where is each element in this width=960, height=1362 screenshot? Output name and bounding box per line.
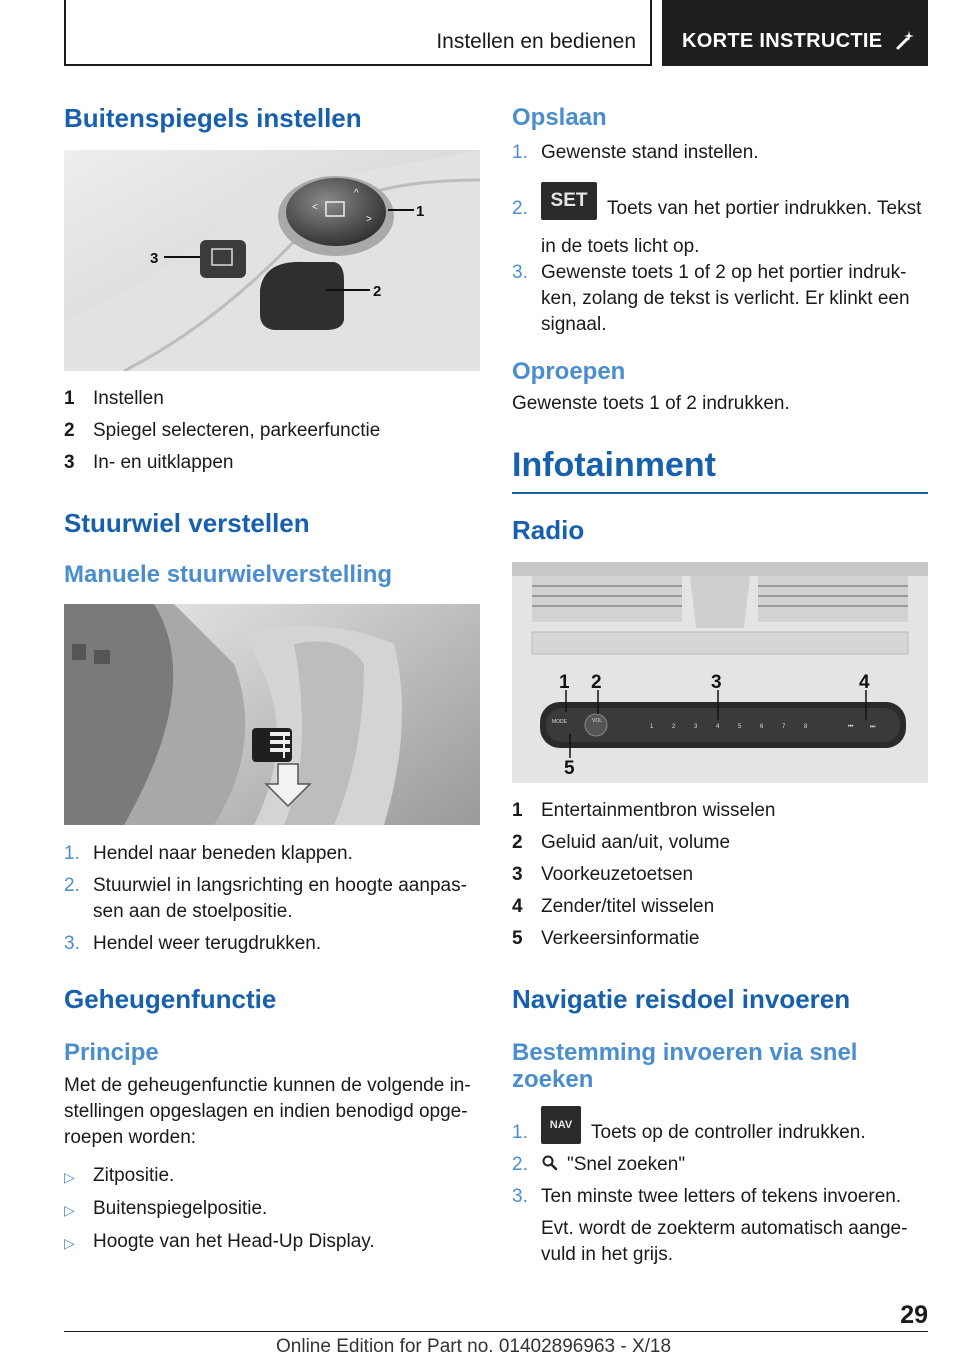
list-item: ▷ Buitenspiegelpositie. xyxy=(64,1197,268,1219)
svg-text:6: 6 xyxy=(760,723,764,730)
steering-column-figure xyxy=(64,604,480,825)
infotainment-heading: Infotainment xyxy=(512,446,716,485)
radio-heading: Radio xyxy=(512,514,585,545)
steering-subheading: Manuele stuurwielverstelling xyxy=(64,560,393,588)
right-column xyxy=(512,96,928,1268)
navigation-subheading: Bestemming invoeren via snel zoeken xyxy=(512,1038,858,1094)
radio-panel-illustration xyxy=(512,562,928,783)
recall-text: Gewenste toets 1 of 2 indrukken. xyxy=(512,393,790,415)
save-steps xyxy=(512,140,928,338)
set-button-image: SET xyxy=(541,182,597,220)
memory-subheading: Principe xyxy=(64,1039,159,1067)
next-track-icon: ⏭ xyxy=(870,723,876,730)
mirror-controls-illustration xyxy=(64,150,480,371)
list-item: 1. NAV Toets op de controller indrukken. xyxy=(512,1106,928,1146)
figure-label-2: 2 xyxy=(591,671,602,693)
list-item: ▷ Hoogte van het Head-Up Display. xyxy=(64,1230,375,1252)
svg-text:>: > xyxy=(366,213,372,225)
nav-button-image: NAV xyxy=(541,1106,581,1144)
navigation-steps xyxy=(512,1106,928,1210)
list-item: 3 In- en uitklappen xyxy=(64,451,234,473)
svg-text:8: 8 xyxy=(804,723,808,730)
figure-label-3: 3 xyxy=(711,671,722,693)
wand-icon xyxy=(894,28,918,52)
list-item: 1 Instellen xyxy=(64,387,164,409)
panel-label-mode: MODE xyxy=(552,718,567,725)
list-item: 5 Verkeersinformatie xyxy=(512,927,700,949)
list-item: 1. Hendel naar beneden klappen. xyxy=(64,843,353,865)
navigation-heading: Navigatie reisdoel invoeren xyxy=(512,983,851,1014)
footer-divider xyxy=(64,1331,928,1332)
page-number: 29 xyxy=(900,1301,928,1329)
figure-label-3: 3 xyxy=(150,249,159,267)
list-item: 1. Gewenste stand instellen. xyxy=(512,141,759,163)
header-section-box xyxy=(64,0,652,66)
infotainment-heading-block xyxy=(512,445,928,494)
recall-heading: Oproepen xyxy=(512,357,626,385)
steering-steps xyxy=(64,841,480,957)
page-header xyxy=(64,0,928,66)
radio-legend xyxy=(512,795,928,955)
navigation-note: Evt. wordt de zoekterm automatisch aange- vuld in het grijs. xyxy=(541,1217,908,1265)
figure-label-5: 5 xyxy=(564,757,575,779)
svg-text:1: 1 xyxy=(650,723,654,730)
svg-text:7: 7 xyxy=(782,723,786,730)
list-item: 3. Hendel weer terugdrukken. xyxy=(64,933,322,955)
figure-label-2: 2 xyxy=(373,282,382,300)
panel-label-vol: VOL xyxy=(592,717,603,724)
memory-heading: Geheugenfunctie xyxy=(64,984,277,1015)
memory-bullets xyxy=(64,1163,480,1256)
list-item: 1 Entertainmentbron wisselen xyxy=(512,799,776,821)
radio-panel-figure xyxy=(512,562,928,783)
list-item: 2. "Snel zoeken" xyxy=(512,1153,686,1175)
header-chapter-tab xyxy=(662,0,928,66)
left-column xyxy=(64,96,480,1262)
header-section-title: Instellen en bedienen xyxy=(436,30,636,53)
figure-label-1: 1 xyxy=(416,202,425,220)
memory-description: Met de geheugenfunctie kunnen de volgende in- stellingen opgeslagen en indien benodigd opge- roepen worden: xyxy=(64,1074,471,1148)
steering-column-illustration xyxy=(64,604,480,825)
header-chapter-title: KORTE INSTRUCTIE xyxy=(682,30,883,52)
save-heading: Opslaan xyxy=(512,104,607,131)
list-item: 2 Geluid aan/uit, volume xyxy=(512,831,731,853)
list-item: 2 Spiegel selecteren, parkeerfunctie xyxy=(64,419,381,441)
svg-text:2: 2 xyxy=(672,723,676,730)
svg-text:3: 3 xyxy=(694,723,698,730)
edition-text: Online Edition for Part no. 01402896963 - X/18 xyxy=(276,1336,672,1357)
figure-label-4: 4 xyxy=(859,671,870,693)
svg-text:^: ^ xyxy=(354,187,359,199)
list-item: 2. SET Toets van het portier indrukken. Tekst in de toets licht op. xyxy=(512,182,928,246)
mirror-controls-figure xyxy=(64,150,480,371)
list-item: 3 Voorkeuzetoetsen xyxy=(512,863,694,885)
figure-label-1: 1 xyxy=(559,671,570,693)
svg-text:4: 4 xyxy=(716,723,720,730)
prev-track-icon: ⏮ xyxy=(848,723,854,730)
steering-heading: Stuurwiel verstellen xyxy=(64,507,310,538)
svg-text:<: < xyxy=(312,201,318,213)
list-item: 4 Zender/titel wisselen xyxy=(512,895,715,917)
mirrors-heading: Buitenspiegels instellen xyxy=(64,103,362,133)
mirrors-legend xyxy=(64,383,480,479)
search-icon xyxy=(541,1154,559,1172)
list-item: 3. Ten minste twee letters of tekens invoeren. xyxy=(512,1185,902,1207)
list-item: 2. Stuurwiel in langsrichting en hoogte aanpas- sen aan de stoelpositie. xyxy=(64,875,467,923)
list-item: ▷ Zitpositie. xyxy=(64,1164,175,1186)
list-item: 3. Gewenste toets 1 of 2 op het portier indruk- ken, zolang de tekst is verlicht. Er klinkt een signaal. xyxy=(512,261,910,335)
svg-text:5: 5 xyxy=(738,723,742,730)
